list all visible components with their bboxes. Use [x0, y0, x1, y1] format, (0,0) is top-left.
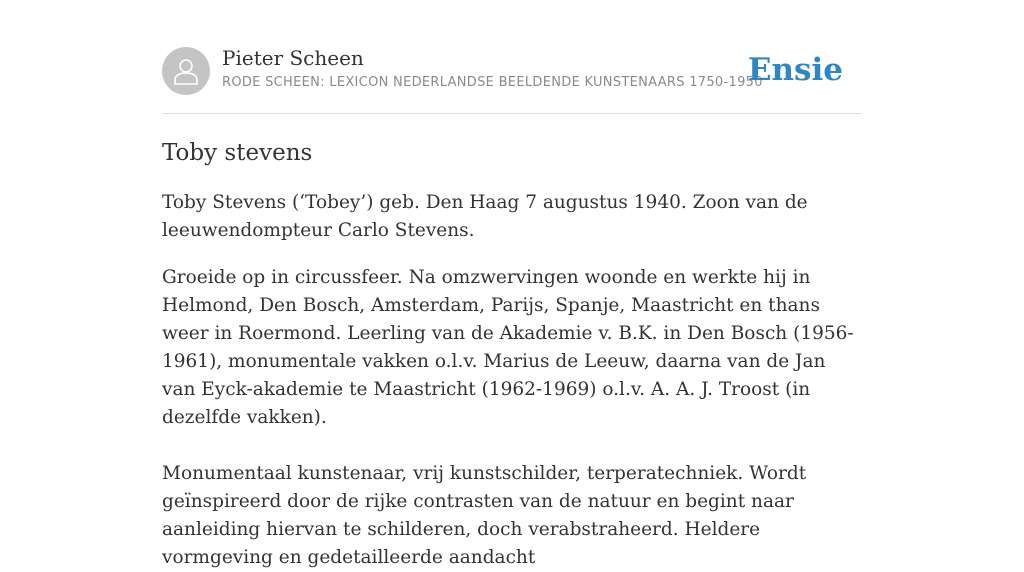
ensie-logo-link[interactable]: Ensie [747, 52, 843, 88]
author-name[interactable]: Pieter Scheen [222, 46, 364, 70]
article-title: Toby stevens [162, 140, 313, 166]
author-avatar[interactable] [162, 47, 210, 95]
article-paragraph: Toby Stevens (‘Tobey’) geb. Den Haag 7 augustus 1940. Zoon van de leeuwendompteur Carlo Stevens. [162, 192, 808, 241]
user-icon [172, 56, 200, 86]
source-lexicon[interactable]: RODE SCHEEN: LEXICON NEDERLANDSE BEELDENDE KUNSTENAARS 1750-1950 [222, 75, 763, 90]
article-paragraph: Groeide op in circussfeer. Na omzwervingen woonde en werkte hij in Helmond, Den Bosch, Amsterdam, Parijs, Spanje, Maastricht en thans weer in Roermond. Leerling van de Akademie v. B.K. in Den Bosch (1956-1961), monumentale vakken o.l.v. Marius de Leeuw, daarna van de Jan van Eyck-akademie te Maastricht (1962-1969) o.l.v. A. A. J. Troost (in dezelfde vakken). [162, 267, 854, 428]
author-header [162, 0, 862, 114]
content-column [162, 0, 862, 572]
article-paragraph: Monumentaal kunstenaar, vrij kunstschilder, terperatechniek. Wordt geïnspireerd door de rijke contrasten van de natuur en begint naar aanleiding hiervan te schilderen, doch verabstraheerd. Heldere vormgeving en gedetailleerde aandacht [162, 463, 807, 568]
